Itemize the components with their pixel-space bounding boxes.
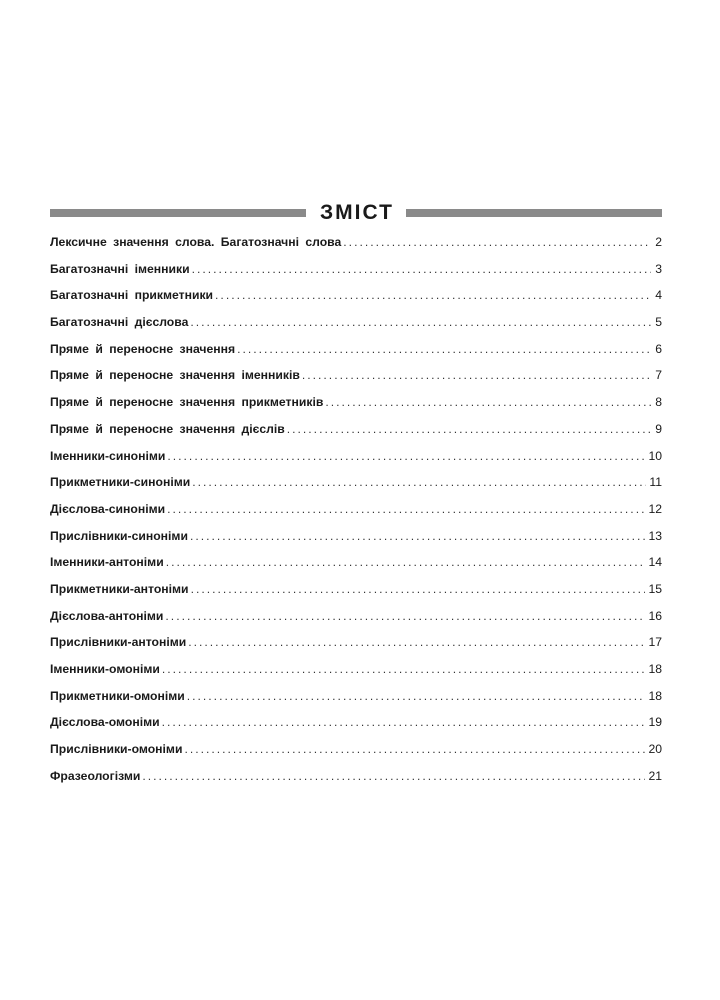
toc-entry-page: 21 xyxy=(648,768,662,783)
dot-leader xyxy=(343,235,651,249)
toc-entry-label: Лексичне значення слова. Багатозначні слова xyxy=(50,235,342,249)
toc-entry-label: Пряме й переносне значення дієслів xyxy=(50,421,285,436)
toc-entry-page: 17 xyxy=(648,635,662,650)
dot-leader xyxy=(190,529,646,543)
toc-entry-label: Пряме й переносне значення прикметників xyxy=(50,395,324,410)
toc-entry-label: Прислівники-омоніми xyxy=(50,742,183,757)
toc-entry[interactable] xyxy=(50,262,662,289)
toc-entry-label: Багатозначні іменники xyxy=(50,261,190,276)
toc-entry-page: 10 xyxy=(648,448,662,463)
toc-entry[interactable] xyxy=(50,502,662,529)
toc-entry-page: 15 xyxy=(648,581,662,596)
toc-entry-page: 3 xyxy=(655,261,662,276)
toc-entry-page: 18 xyxy=(648,662,662,676)
toc-entry[interactable] xyxy=(50,582,662,609)
dot-leader xyxy=(237,342,651,356)
toc-entry[interactable] xyxy=(50,662,662,689)
toc-entry-label: Дієслова-синоніми xyxy=(50,501,166,516)
toc-entry[interactable] xyxy=(50,635,662,662)
toc-entry-page: 9 xyxy=(655,421,662,436)
dot-leader xyxy=(166,555,646,569)
dot-leader xyxy=(325,395,651,409)
dot-leader xyxy=(167,449,645,463)
toc-entry[interactable] xyxy=(50,742,662,769)
dot-leader xyxy=(165,609,645,623)
toc-entry-label: Пряме й переносне значення xyxy=(50,341,236,356)
toc-entry[interactable] xyxy=(50,529,662,556)
dot-leader xyxy=(192,475,646,489)
toc-entry-label: Фразеологізми xyxy=(50,768,141,783)
toc-entry-page: 11 xyxy=(649,475,662,490)
toc-entry-page: 13 xyxy=(648,528,662,543)
toc-entry[interactable] xyxy=(50,769,662,796)
table-of-contents xyxy=(50,235,662,795)
toc-entry-page: 7 xyxy=(655,368,662,383)
toc-entry[interactable] xyxy=(50,449,662,476)
toc-entry-label: Багатозначні прикметники xyxy=(50,288,214,303)
dot-leader xyxy=(162,662,646,676)
toc-entry-label: Прикметники-омоніми xyxy=(50,688,185,703)
dot-leader xyxy=(167,502,645,516)
toc-entry-page: 12 xyxy=(648,501,662,516)
title-bar-left xyxy=(50,209,306,217)
page-title: ЗМІСТ xyxy=(320,201,394,224)
toc-entry-label: Прислівники-синоніми xyxy=(50,528,188,543)
toc-entry-label: Дієслова-омоніми xyxy=(50,715,160,730)
dot-leader xyxy=(287,422,651,436)
toc-entry[interactable] xyxy=(50,342,662,369)
toc-entry[interactable] xyxy=(50,288,662,315)
toc-entry[interactable] xyxy=(50,422,662,449)
dot-leader xyxy=(162,715,646,729)
toc-entry-label: Іменники-антоніми xyxy=(50,555,164,570)
dot-leader xyxy=(184,742,645,756)
dot-leader xyxy=(302,368,651,382)
toc-entry-page: 16 xyxy=(648,608,662,623)
dot-leader xyxy=(142,769,645,783)
toc-entry-page: 19 xyxy=(648,715,662,730)
dot-leader xyxy=(187,689,646,703)
toc-entry-label: Прикметники-антоніми xyxy=(50,581,189,596)
toc-entry-page: 18 xyxy=(648,688,662,703)
dot-leader xyxy=(191,582,646,596)
toc-entry[interactable] xyxy=(50,315,662,342)
toc-entry-page: 14 xyxy=(648,555,662,570)
toc-entry[interactable] xyxy=(50,235,662,262)
toc-entry-label: Пряме й переносне значення іменників xyxy=(50,368,300,383)
toc-entry-label: Прикметники-синоніми xyxy=(50,475,191,490)
toc-entry[interactable] xyxy=(50,715,662,742)
toc-entry-label: Багатозначні дієслова xyxy=(50,315,189,330)
toc-entry[interactable] xyxy=(50,609,662,636)
toc-entry-page: 5 xyxy=(655,315,662,330)
toc-entry-page: 8 xyxy=(655,395,662,410)
toc-entry-page: 20 xyxy=(648,742,662,757)
toc-entry-page: 6 xyxy=(655,341,662,356)
toc-entry-label: Іменники-омоніми xyxy=(50,662,160,676)
dot-leader xyxy=(192,262,651,276)
toc-entry-label: Дієслова-антоніми xyxy=(50,608,164,623)
toc-entry[interactable] xyxy=(50,555,662,582)
dot-leader xyxy=(188,635,645,649)
toc-entry-label: Іменники-синоніми xyxy=(50,448,166,463)
title-bar-right xyxy=(406,209,662,217)
dot-leader xyxy=(215,288,651,302)
toc-entry[interactable] xyxy=(50,689,662,716)
toc-entry[interactable] xyxy=(50,475,662,502)
toc-entry-label: Прислівники-антоніми xyxy=(50,635,187,650)
dot-leader xyxy=(190,315,651,329)
toc-header xyxy=(50,200,662,226)
toc-entry[interactable] xyxy=(50,395,662,422)
toc-entry[interactable] xyxy=(50,368,662,395)
toc-entry-page: 4 xyxy=(655,288,662,303)
toc-entry-page: 2 xyxy=(655,235,662,249)
